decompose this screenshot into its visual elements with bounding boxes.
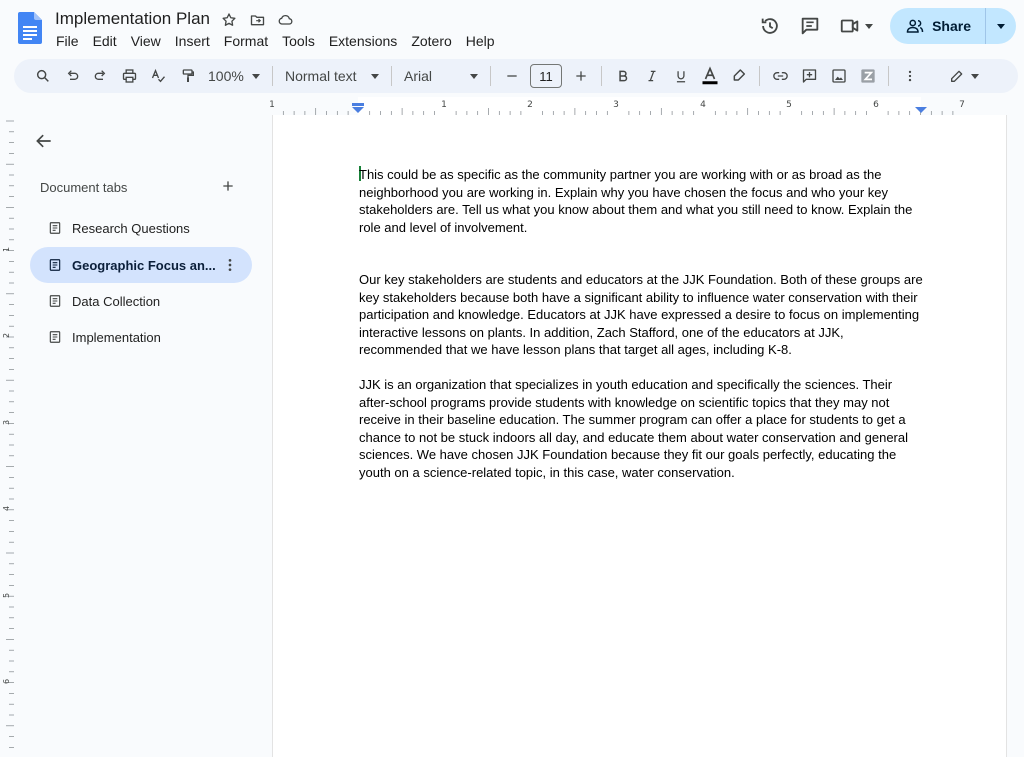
body-paragraph[interactable] xyxy=(359,166,924,236)
chevron-down-icon xyxy=(252,74,260,79)
editing-mode-button[interactable] xyxy=(942,62,986,90)
insert-link-icon[interactable] xyxy=(766,62,795,90)
body-paragraph[interactable]: Our key stakeholders are students and educators at the JJK Foundation. Both of these groups are key stakeholders because both have a significant ability to influence water conservation with their participation and knowledge. Educators at JJK have expressed a desire to focus on implementing interactive lessons on plants. In addition, Zach Stafford, one of the educators at JJK, recommended that we have lesson plans that target all ages, including K-8. xyxy=(359,272,923,357)
pencil-icon xyxy=(949,68,965,84)
menu-edit[interactable]: Edit xyxy=(92,33,117,49)
add-tab-icon[interactable] xyxy=(220,178,236,194)
vertical-ruler[interactable] xyxy=(0,115,14,757)
insert-image-icon[interactable] xyxy=(824,62,853,90)
toolbar-divider xyxy=(888,66,889,86)
more-options-icon[interactable] xyxy=(895,62,924,90)
tab-label: Implementation xyxy=(72,329,161,345)
zoom-select[interactable] xyxy=(202,62,266,90)
document-icon xyxy=(48,258,62,272)
ruler-label: 4 xyxy=(2,505,11,511)
chevron-down-icon xyxy=(470,74,478,79)
toolbar-divider xyxy=(759,66,760,86)
font-family-select[interactable] xyxy=(398,62,484,90)
paint-format-icon[interactable] xyxy=(173,62,202,90)
toolbar-divider xyxy=(272,66,273,86)
document-icon xyxy=(48,294,62,308)
version-history-icon[interactable] xyxy=(750,8,790,44)
ruler-label: 4 xyxy=(700,100,706,110)
body-paragraph[interactable]: JJK is an organization that specializes in youth education and specifically the sciences. Their after-school programs provide students with knowledge on scientific topics that they may not receive in their baseline education. The summer program can offer a place for students to get a chance to not be stuck indoors all day, and educate them about water conservation and general sciences. We have chosen JJK Foundation because they fit our goals perfectly, educating the youth on a science-related topic, in this case, water conservation. xyxy=(359,377,909,480)
tab-label: Data Collection xyxy=(72,293,161,309)
back-arrow-icon[interactable] xyxy=(34,131,54,151)
document-icon xyxy=(48,221,62,235)
ruler-label: 1 xyxy=(2,246,11,252)
font-value: Arial xyxy=(404,68,433,84)
menu-bar xyxy=(49,31,502,51)
document-tabs-sidebar xyxy=(14,115,270,757)
move-folder-icon[interactable] xyxy=(248,11,266,29)
ruler-label: 3 xyxy=(613,100,619,110)
tab-implementation[interactable] xyxy=(30,319,252,355)
undo-icon[interactable] xyxy=(57,62,86,90)
menu-extensions[interactable]: Extensions xyxy=(328,33,398,49)
chevron-down-icon xyxy=(371,74,379,79)
document-tabs-heading: Document tabs xyxy=(40,180,128,195)
toolbar-divider xyxy=(601,66,602,86)
document-page[interactable] xyxy=(272,115,1007,757)
ruler-label: 2 xyxy=(2,332,11,338)
tab-research-questions[interactable] xyxy=(30,210,252,246)
ruler-label: 7 xyxy=(959,100,965,110)
toolbar-divider xyxy=(391,66,392,86)
app-header xyxy=(0,0,1024,56)
style-value: Normal text xyxy=(285,68,357,84)
tab-label: Research Questions xyxy=(72,220,190,236)
menu-zotero[interactable]: Zotero xyxy=(411,33,452,49)
ruler-label: 3 xyxy=(2,419,11,425)
tab-options-icon[interactable] xyxy=(222,257,238,273)
share-button-group xyxy=(890,8,1016,44)
spellcheck-icon[interactable] xyxy=(144,62,173,90)
add-comment-icon[interactable] xyxy=(795,62,824,90)
ruler-label: 1 xyxy=(441,100,447,110)
tab-label: Geographic Focus an... xyxy=(72,257,216,273)
text-color-icon[interactable] xyxy=(695,62,724,90)
search-menus-icon[interactable] xyxy=(28,62,57,90)
share-label: Share xyxy=(932,18,971,34)
ruler-label: 6 xyxy=(873,100,879,110)
paragraph-style-select[interactable] xyxy=(279,62,385,90)
menu-format[interactable]: Format xyxy=(223,33,269,49)
paragraph-text: This could be as specific as the community partner you are working with or as broad as the neighborhood you are working in. Explain why you have chosen the focus and who your key stakeholders are. Tell us what you know about them and what you still need to know. Explain the role and level of involvement. xyxy=(359,167,913,235)
menu-insert[interactable]: Insert xyxy=(174,33,210,49)
ruler-label: 5 xyxy=(786,100,792,110)
meet-video-icon[interactable] xyxy=(830,8,882,44)
document-title[interactable]: Implementation Plan xyxy=(55,9,210,28)
highlight-color-icon[interactable] xyxy=(724,62,753,90)
ruler-label: 6 xyxy=(2,678,11,684)
cloud-status-icon[interactable] xyxy=(276,11,294,29)
menu-help[interactable]: Help xyxy=(465,33,495,49)
document-icon xyxy=(48,330,62,344)
share-dropdown-button[interactable] xyxy=(986,8,1016,44)
star-icon[interactable] xyxy=(220,11,238,29)
horizontal-ruler[interactable] xyxy=(269,97,1007,115)
increase-font-size-icon[interactable] xyxy=(566,62,595,90)
menu-view[interactable]: View xyxy=(130,33,161,49)
ruler-label: 1 xyxy=(269,100,275,110)
bold-icon[interactable] xyxy=(608,62,637,90)
formatting-toolbar xyxy=(14,59,1018,93)
menu-file[interactable]: File xyxy=(56,33,79,49)
chevron-down-icon xyxy=(971,74,979,79)
zoom-value: 100% xyxy=(208,68,244,84)
people-icon xyxy=(906,19,924,33)
ruler-label: 2 xyxy=(527,100,533,110)
redo-icon[interactable] xyxy=(86,62,115,90)
tab-data-collection[interactable] xyxy=(30,283,252,319)
menu-tools[interactable]: Tools xyxy=(282,33,315,49)
comments-icon[interactable] xyxy=(790,8,830,44)
underline-icon[interactable] xyxy=(666,62,695,90)
print-icon[interactable] xyxy=(115,62,144,90)
ruler-label: 5 xyxy=(2,592,11,598)
docs-logo-icon[interactable] xyxy=(18,12,42,44)
share-button[interactable] xyxy=(890,8,986,44)
italic-icon[interactable] xyxy=(637,62,666,90)
tab-geographic-focus[interactable] xyxy=(30,247,252,283)
decrease-font-size-icon[interactable] xyxy=(497,62,526,90)
zotero-icon[interactable] xyxy=(853,62,882,90)
toolbar-divider xyxy=(490,66,491,86)
font-size-input[interactable]: 11 xyxy=(530,64,562,88)
